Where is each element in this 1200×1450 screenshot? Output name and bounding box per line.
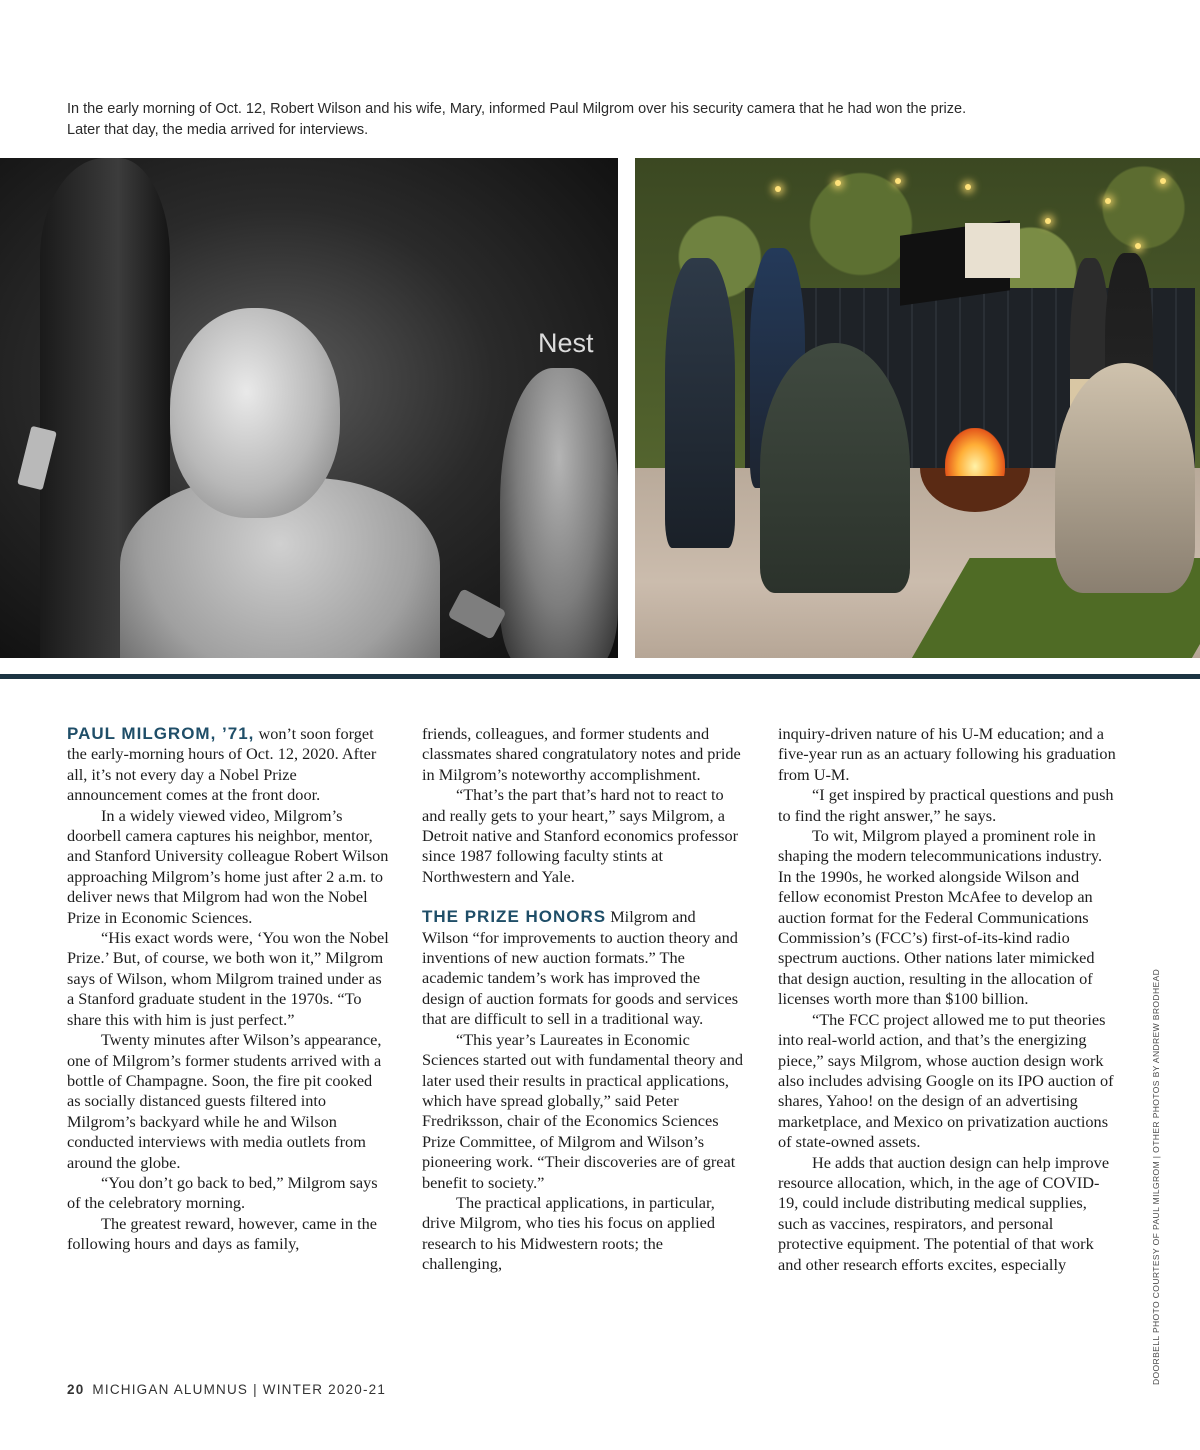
camera-operator-figure	[665, 258, 735, 548]
article-paragraph: “This year’s Laureates in Economic Sciences started out with fundamental theory and later used their results in practical applications, which have spread globally,” said Peter Fredriksson, chair of the Economics Sciences Prize Committee, of Milgrom and Wilson’s pioneering work. “Their discoveries are of great benefit to society.”	[422, 1029, 744, 1192]
article-paragraph: “You don’t go back to bed,” Milgrom says of the celebratory morning.	[67, 1172, 378, 1213]
light-panel	[965, 223, 1020, 278]
article-paragraph	[67, 724, 389, 806]
article-paragraph: The practical applications, in particular, drive Milgrom, who ties his focus on applied research to his Midwestern roots; the challenging,	[422, 1192, 716, 1274]
seated-guest-figure	[1055, 363, 1195, 593]
article-paragraph	[422, 907, 744, 1029]
section-divider	[0, 674, 1200, 679]
nest-watermark: Nest	[538, 328, 594, 358]
fire-flame	[945, 428, 1005, 476]
string-light	[965, 184, 971, 190]
article-paragraph: “That’s the part that’s hard not to react to and really gets to your heart,” says Milgrom, a Detroit native and Stanford economics professor since 1987 following faculty stints at Northwestern and Yale.	[422, 785, 739, 886]
seated-guest-figure	[760, 343, 910, 593]
page-footer	[67, 1382, 386, 1397]
article-paragraph: “His exact words were, ‘You won the Nobel Prize.’ But, of course, we both won it,” Milgrom says of Wilson, whom Milgrom trained under as a Stanford graduate student in the 1970s. “To share this with him is just perfect.”	[67, 928, 389, 1029]
phone-in-hand	[447, 588, 506, 640]
article-column-1	[67, 724, 389, 1255]
caption-line-1: In the early morning of Oct. 12, Robert Wilson and his wife, Mary, informed Paul Milgrom over his security camera that he had won the prize.	[67, 101, 967, 117]
doorbell-camera-photo	[0, 158, 618, 658]
string-light	[775, 186, 781, 192]
article-column-3	[778, 724, 1118, 1275]
string-light	[895, 178, 901, 184]
article-paragraph: Twenty minutes after Wilson’s appearance, one of Milgrom’s former students arrived with a bottle of Champagne. Soon, the fire pit cooked as socially distanced guests filtered into Milgrom’s backyard while he and Wilson conducted interviews with media outlets from around the globe.	[67, 1030, 382, 1172]
paragraph-text: Milgrom and Wilson “for improvements to auction theory and inventions of new auction formats.” The academic tandem’s work has improved the design of auction formats for goods and services that are difficult to sell in a traditional way.	[422, 907, 739, 1029]
caption-line-2: Later that day, the media arrived for interviews.	[67, 122, 369, 138]
article-paragraph: “I get inspired by practical questions and push to find the right answer,” he says.	[778, 785, 1114, 825]
string-light	[1135, 243, 1141, 249]
article-column-2	[422, 724, 744, 1275]
paragraph-text: won’t soon forget the early-morning hours of Oct. 12, 2020. After all, it’s not every day a Nobel Prize announcement comes at the front door.	[67, 724, 377, 805]
man-figure-head	[170, 308, 340, 518]
woman-figure	[500, 368, 618, 658]
article-paragraph: In a widely viewed video, Milgrom’s doorbell camera captures his neighbor, mentor, and Stanford University colleague Robert Wilson approaching Milgrom’s home just after 2 a.m. to deliver news that Milgrom had won the Nobel Prize in Economic Sciences.	[67, 805, 389, 927]
article-paragraph: He adds that auction design can help improve resource allocation, which, in the age of COVID-19, could include distributing medical supplies, such as vaccines, respirators, and personal protective equipment. The potential of that work and other research efforts excites, especially	[778, 1152, 1110, 1274]
page-number: 20	[67, 1382, 85, 1397]
publication-name: MICHIGAN ALUMNUS | WINTER 2020-21	[92, 1382, 387, 1397]
article-paragraph: “The FCC project allowed me to put theories into real-world action, and that’s the energizing piece,” says Milgrom, whose auction design work also includes advising Google on its IPO auction of shares, Yahoo! on the design of an advertising marketplace, and Mexico on privatization auctions of state-owned assets.	[778, 1009, 1114, 1152]
photo-credit: DOORBELL PHOTO COURTESY OF PAUL MILGROM | OTHER PHOTOS BY ANDREW BRODHEAD	[1151, 968, 1161, 1385]
article-paragraph: The greatest reward, however, came in the following hours and days as family,	[67, 1213, 377, 1254]
article-paragraph: inquiry-driven nature of his U-M education; and a five-year run as an actuary following his graduation from U-M.	[778, 724, 1116, 784]
backyard-interview-photo	[635, 158, 1200, 658]
photo-caption	[67, 99, 1147, 141]
string-light	[1045, 218, 1051, 224]
string-light	[835, 180, 841, 186]
article-paragraph: To wit, Milgrom played a prominent role in shaping the modern telecommunications industry. In the 1990s, he worked alongside Wilson and fellow economist Preston McAfee to develop an auction format for the Federal Communications Commission’s (FCC’s) first-of-its-kind radio spectrum auctions. Other nations later mimicked that design auction, resulting in the allocation of licenses worth more than $100 billion.	[778, 826, 1103, 1009]
string-light	[1105, 198, 1111, 204]
string-light	[1160, 178, 1166, 184]
article-paragraph: friends, colleagues, and former students and classmates shared congratulatory notes and pride in Milgrom’s noteworthy accomplishment.	[422, 724, 741, 784]
lead-in-heading: PAUL MILGROM, ’71,	[67, 724, 255, 743]
section-lead-heading: THE PRIZE HONORS	[422, 907, 607, 927]
